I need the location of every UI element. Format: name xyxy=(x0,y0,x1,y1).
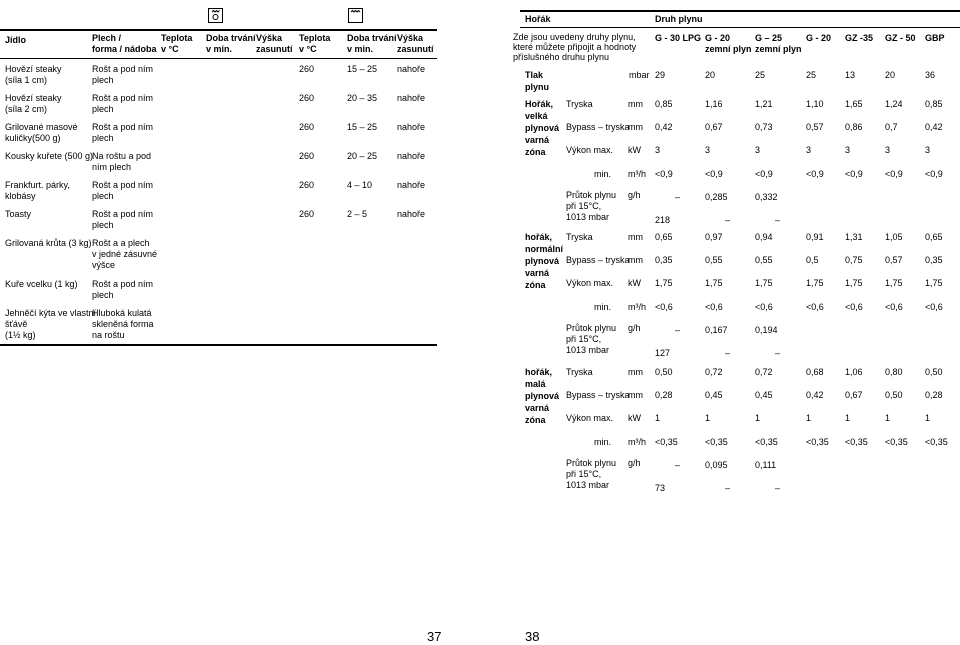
duration-value: 20 – 35 xyxy=(347,93,378,103)
unit: m³/h xyxy=(628,302,646,312)
burner-label: varná xyxy=(525,403,550,413)
parameter-label: Tryska xyxy=(566,99,593,109)
gas-flow-label: při 15°C, xyxy=(566,469,602,479)
parameter-label: min. xyxy=(594,302,612,312)
parameter-label: Výkon max. xyxy=(566,278,614,288)
parameter-value: 0,35 xyxy=(925,255,943,265)
gas-flow-label: při 15°C, xyxy=(566,334,602,344)
food-name: Grilovaná krůta (3 kg) xyxy=(5,238,92,248)
gas-flow-value: – xyxy=(725,348,731,358)
gas-flow-value: – xyxy=(775,483,781,493)
parameter-value: <0,6 xyxy=(806,302,824,312)
temperature-value: 260 xyxy=(299,122,315,132)
parameter-value: 0,45 xyxy=(705,390,723,400)
gas-flow-value: 218 xyxy=(655,215,671,225)
parameter-value: 0,55 xyxy=(705,255,723,265)
pressure-label: Tlak xyxy=(525,70,544,80)
gas-type-column-header: GZ -35 xyxy=(845,33,874,43)
parameter-value: <0,9 xyxy=(806,169,824,179)
temperature-header: Teplota xyxy=(161,33,193,43)
gas-flow-value: – xyxy=(675,460,681,470)
parameter-value: <0,35 xyxy=(885,437,908,447)
parameter-value: 1 xyxy=(755,413,761,423)
unit: m³/h xyxy=(628,437,646,447)
gas-flow-value: – xyxy=(725,215,731,225)
tray-type: plech xyxy=(92,133,114,143)
parameter-value: 0,35 xyxy=(655,255,673,265)
food-name: Hovězí steaky xyxy=(5,93,62,103)
burner-label: Hořák, xyxy=(525,99,554,109)
parameter-label: Tryska xyxy=(566,232,593,242)
temperature-header: Teplota xyxy=(299,33,331,43)
burner-label: varná xyxy=(525,268,550,278)
parameter-value: 1,24 xyxy=(885,99,903,109)
food-name: Toasty xyxy=(5,209,32,219)
page-number: 37 xyxy=(427,629,442,644)
duration-header: Doba trvání xyxy=(347,33,397,43)
table-rule xyxy=(0,29,437,31)
parameter-value: 0,75 xyxy=(845,255,863,265)
duration-value: 2 – 5 xyxy=(347,209,368,219)
parameter-value: <0,35 xyxy=(655,437,678,447)
rack-height-value: nahoře xyxy=(397,122,426,132)
parameter-value: 0,55 xyxy=(755,255,773,265)
burner-label: normální xyxy=(525,244,564,254)
table-rule xyxy=(520,10,960,12)
parameter-value: 1,75 xyxy=(655,278,673,288)
burner-label: zóna xyxy=(525,147,546,157)
unit: mm xyxy=(628,255,643,265)
duration-value: 4 – 10 xyxy=(347,180,373,190)
parameter-value: <0,9 xyxy=(705,169,723,179)
parameter-value: <0,6 xyxy=(755,302,773,312)
burner-label: malá xyxy=(525,379,546,389)
parameter-value: 0,85 xyxy=(655,99,673,109)
parameter-value: <0,9 xyxy=(655,169,673,179)
duration-header: Doba trvání xyxy=(206,33,256,43)
duration-header: v min. xyxy=(347,44,374,54)
tray-type: ním plech xyxy=(92,162,132,172)
parameter-value: <0,35 xyxy=(806,437,829,447)
unit: g/h xyxy=(628,190,641,200)
pressure-label: plynu xyxy=(525,82,549,92)
food-name: Frankfurt. párky, xyxy=(5,180,70,190)
temperature-value: 260 xyxy=(299,151,315,161)
parameter-value: 1,06 xyxy=(845,367,863,377)
parameter-label: Tryska xyxy=(566,367,593,377)
tray-type: plech xyxy=(92,75,114,85)
gas-type-column-header: zemní plyn xyxy=(705,44,752,54)
parameter-label: Výkon max. xyxy=(566,145,614,155)
tray-type: Rošt a pod ním xyxy=(92,279,154,289)
gas-flow-value: – xyxy=(725,483,731,493)
parameter-value: 0,5 xyxy=(806,255,819,265)
parameter-value: 0,28 xyxy=(925,390,943,400)
pressure-value: 25 xyxy=(806,70,817,80)
grill-mode-icon xyxy=(348,8,363,23)
parameter-value: 0,67 xyxy=(705,122,723,132)
rack-height-value: nahoře xyxy=(397,93,426,103)
gas-flow-label: 1013 mbar xyxy=(566,345,610,355)
gas-type-header: Druh plynu xyxy=(655,14,703,24)
food-name: Grilované masové xyxy=(5,122,78,132)
parameter-value: 1,75 xyxy=(925,278,943,288)
gas-type-column-header: G - 20 xyxy=(806,33,832,43)
parameter-value: 1 xyxy=(655,413,661,423)
parameter-value: 1,05 xyxy=(885,232,903,242)
gas-flow-value: 0,194 xyxy=(755,325,778,335)
table-rule xyxy=(0,58,437,59)
gas-flow-label: Průtok plynu xyxy=(566,323,617,333)
temperature-value: 260 xyxy=(299,180,315,190)
parameter-value: 1,21 xyxy=(755,99,773,109)
parameter-value: <0,9 xyxy=(755,169,773,179)
burner-label: zóna xyxy=(525,280,546,290)
pressure-value: 20 xyxy=(885,70,896,80)
rack-height-value: nahoře xyxy=(397,151,426,161)
parameter-value: 0,86 xyxy=(845,122,863,132)
gas-flow-label: při 15°C, xyxy=(566,201,602,211)
parameter-label: min. xyxy=(594,169,612,179)
gas-flow-value: 0,111 xyxy=(755,460,777,470)
food-header: Jídlo xyxy=(5,35,27,45)
parameter-value: 0,57 xyxy=(885,255,903,265)
tray-type: plech xyxy=(92,104,114,114)
food-name: Kousky kuřete (500 g) xyxy=(5,151,94,161)
unit: mm xyxy=(628,232,643,242)
rack-height-header: zasunutí xyxy=(256,44,293,54)
parameter-value: 0,72 xyxy=(705,367,723,377)
food-name: (síla 2 cm) xyxy=(5,104,48,114)
gas-flow-label: Průtok plynu xyxy=(566,190,617,200)
parameter-value: 1 xyxy=(705,413,711,423)
tray-type: Hluboká kulatá xyxy=(92,308,152,318)
parameter-value: 0,67 xyxy=(845,390,863,400)
parameter-label: Výkon max. xyxy=(566,413,614,423)
tray-type: skleněná forma xyxy=(92,319,154,329)
parameter-value: 0,42 xyxy=(655,122,673,132)
unit: kW xyxy=(628,145,641,155)
tray-type: plech xyxy=(92,191,114,201)
tray-type: výšce xyxy=(92,260,116,270)
food-name: (1½ kg) xyxy=(5,330,36,340)
gas-flow-label: Průtok plynu xyxy=(566,458,617,468)
gas-type-column-header: GZ - 50 xyxy=(885,33,916,43)
food-name: klobásy xyxy=(5,191,36,201)
pressure-value: 13 xyxy=(845,70,856,80)
gas-flow-value: 0,167 xyxy=(705,325,728,335)
gas-flow-value: 127 xyxy=(655,348,671,358)
tray-type: Rošt a pod ním xyxy=(92,180,154,190)
parameter-value: 3 xyxy=(845,145,851,155)
tray-type: Rošt a a plech xyxy=(92,238,150,248)
parameter-value: 0,73 xyxy=(755,122,773,132)
table-rule xyxy=(520,27,960,28)
parameter-value: 0,85 xyxy=(925,99,943,109)
burner-label: plynová xyxy=(525,391,560,401)
gas-flow-value: 73 xyxy=(655,483,666,493)
parameter-value: 0,68 xyxy=(806,367,824,377)
temperature-header: v °C xyxy=(299,44,317,54)
parameter-value: 0,91 xyxy=(806,232,824,242)
gas-flow-value: – xyxy=(675,325,681,335)
parameter-value: 3 xyxy=(705,145,711,155)
parameter-value: 0,42 xyxy=(925,122,943,132)
burner-label: plynová xyxy=(525,256,560,266)
tray-type: na roštu xyxy=(92,330,125,340)
table-rule xyxy=(0,344,437,346)
parameter-value: 3 xyxy=(925,145,931,155)
parameter-value: 1,75 xyxy=(755,278,773,288)
parameter-value: 1,65 xyxy=(845,99,863,109)
pressure-value: 20 xyxy=(705,70,716,80)
unit: g/h xyxy=(628,458,641,468)
parameter-value: 1,75 xyxy=(885,278,903,288)
gas-flow-value: – xyxy=(775,348,781,358)
parameter-value: <0,9 xyxy=(885,169,903,179)
gas-type-column-header: GBP xyxy=(925,33,945,43)
parameter-value: 1 xyxy=(925,413,931,423)
gas-type-column-header: G – 25 xyxy=(755,33,783,43)
tray-type: plech xyxy=(92,290,114,300)
parameter-value: <0,6 xyxy=(925,302,943,312)
temperature-header: v °C xyxy=(161,44,179,54)
duration-header: v min. xyxy=(206,44,233,54)
parameter-value: 3 xyxy=(806,145,812,155)
parameter-value: <0,6 xyxy=(705,302,723,312)
parameter-value: 0,80 xyxy=(885,367,903,377)
parameter-label: Bypass – tryska xyxy=(566,255,630,265)
burner-label: hořák, xyxy=(525,367,553,377)
pressure-value: 29 xyxy=(655,70,666,80)
intro-text: Zde jsou uvedeny druhy plynu, xyxy=(513,32,636,42)
parameter-value: <0,9 xyxy=(925,169,943,179)
burner-label: hořák, xyxy=(525,232,553,242)
tray-type: Rošt a pod ním xyxy=(92,64,154,74)
parameter-value: 0,72 xyxy=(755,367,773,377)
grill-fan-mode-icon xyxy=(208,8,223,23)
food-name: Kuře vcelku (1 kg) xyxy=(5,279,78,289)
unit: kW xyxy=(628,413,641,423)
food-name: (síla 1 cm) xyxy=(5,75,48,85)
unit: mm xyxy=(628,99,643,109)
tray-type: Rošt a pod ním xyxy=(92,93,154,103)
temperature-value: 260 xyxy=(299,64,315,74)
gas-type-column-header: G - 30 LPG xyxy=(655,33,702,43)
parameter-value: <0,35 xyxy=(705,437,728,447)
parameter-value: 0,94 xyxy=(755,232,773,242)
gas-flow-value: 0,285 xyxy=(705,192,728,202)
parameter-value: 0,50 xyxy=(885,390,903,400)
temperature-value: 260 xyxy=(299,209,315,219)
duration-value: 20 – 25 xyxy=(347,151,378,161)
parameter-value: 1,31 xyxy=(845,232,863,242)
rack-height-header: zasunutí xyxy=(397,44,434,54)
parameter-value: 0,45 xyxy=(755,390,773,400)
rack-height-value: nahoře xyxy=(397,209,426,219)
parameter-value: 0,50 xyxy=(655,367,673,377)
unit: mm xyxy=(628,390,643,400)
parameter-value: <0,35 xyxy=(845,437,868,447)
burner-label: zóna xyxy=(525,415,546,425)
gas-flow-value: 0,332 xyxy=(755,192,778,202)
tray-type: Rošt a pod ním xyxy=(92,122,154,132)
parameter-value: 1 xyxy=(845,413,851,423)
parameter-value: 0,7 xyxy=(885,122,898,132)
burner-label: velká xyxy=(525,111,548,121)
parameter-value: 1 xyxy=(806,413,812,423)
rack-height-value: nahoře xyxy=(397,64,426,74)
gas-flow-label: 1013 mbar xyxy=(566,480,610,490)
food-name: kuličky(500 g) xyxy=(5,133,61,143)
parameter-value: 1,75 xyxy=(806,278,824,288)
unit: g/h xyxy=(628,323,641,333)
tray-header: Plech / xyxy=(92,33,122,43)
parameter-label: Bypass – tryska xyxy=(566,122,630,132)
unit: mbar xyxy=(629,70,650,80)
gas-flow-label: 1013 mbar xyxy=(566,212,610,222)
rack-height-header: Výška xyxy=(256,33,283,43)
tray-type: Na roštu a pod xyxy=(92,151,152,161)
rack-height-header: Výška xyxy=(397,33,424,43)
parameter-value: 0,97 xyxy=(705,232,723,242)
parameter-value: <0,35 xyxy=(925,437,948,447)
unit: mm xyxy=(628,122,643,132)
tray-type: Rošt a pod ním xyxy=(92,209,154,219)
parameter-value: <0,35 xyxy=(755,437,778,447)
intro-text: které můžete připojit a hodnoty xyxy=(513,42,637,52)
unit: mm xyxy=(628,367,643,377)
parameter-value: 0,50 xyxy=(925,367,943,377)
burner-header: Hořák xyxy=(525,14,551,24)
food-name: Jehněčí kýta ve vlastní xyxy=(5,308,97,318)
parameter-value: 1,16 xyxy=(705,99,723,109)
parameter-value: 3 xyxy=(655,145,661,155)
parameter-value: 0,57 xyxy=(806,122,824,132)
intro-text: příslušného druhu plynu xyxy=(513,52,610,62)
parameter-label: Bypass – tryska xyxy=(566,390,630,400)
parameter-value: 1 xyxy=(885,413,891,423)
tray-type: plech xyxy=(92,220,114,230)
unit: kW xyxy=(628,278,641,288)
tray-type: v jedné zásuvné xyxy=(92,249,158,259)
parameter-value: <0,6 xyxy=(845,302,863,312)
gas-type-column-header: G - 20 xyxy=(705,33,731,43)
gas-flow-value: – xyxy=(775,215,781,225)
parameter-value: 0,28 xyxy=(655,390,673,400)
rack-height-value: nahoře xyxy=(397,180,426,190)
page-number: 38 xyxy=(525,629,540,644)
parameter-value: 0,65 xyxy=(925,232,943,242)
parameter-value: 3 xyxy=(885,145,891,155)
parameter-value: <0,6 xyxy=(655,302,673,312)
food-name: šťávě xyxy=(5,319,28,329)
parameter-value: 0,65 xyxy=(655,232,673,242)
parameter-value: <0,9 xyxy=(845,169,863,179)
food-name: Hovězí steaky xyxy=(5,64,62,74)
duration-value: 15 – 25 xyxy=(347,64,378,74)
parameter-value: 0,42 xyxy=(806,390,824,400)
temperature-value: 260 xyxy=(299,93,315,103)
tray-header: forma / nádoba xyxy=(92,44,157,54)
gas-flow-value: 0,095 xyxy=(705,460,728,470)
unit: m³/h xyxy=(628,169,646,179)
pressure-value: 36 xyxy=(925,70,936,80)
parameter-value: <0,6 xyxy=(885,302,903,312)
burner-label: varná xyxy=(525,135,550,145)
duration-value: 15 – 25 xyxy=(347,122,378,132)
burner-label: plynová xyxy=(525,123,560,133)
parameter-label: min. xyxy=(594,437,612,447)
parameter-value: 3 xyxy=(755,145,761,155)
parameter-value: 1,75 xyxy=(845,278,863,288)
parameter-value: 1,75 xyxy=(705,278,723,288)
gas-type-column-header: zemní plyn xyxy=(755,44,802,54)
gas-flow-value: – xyxy=(675,192,681,202)
parameter-value: 1,10 xyxy=(806,99,824,109)
pressure-value: 25 xyxy=(755,70,766,80)
